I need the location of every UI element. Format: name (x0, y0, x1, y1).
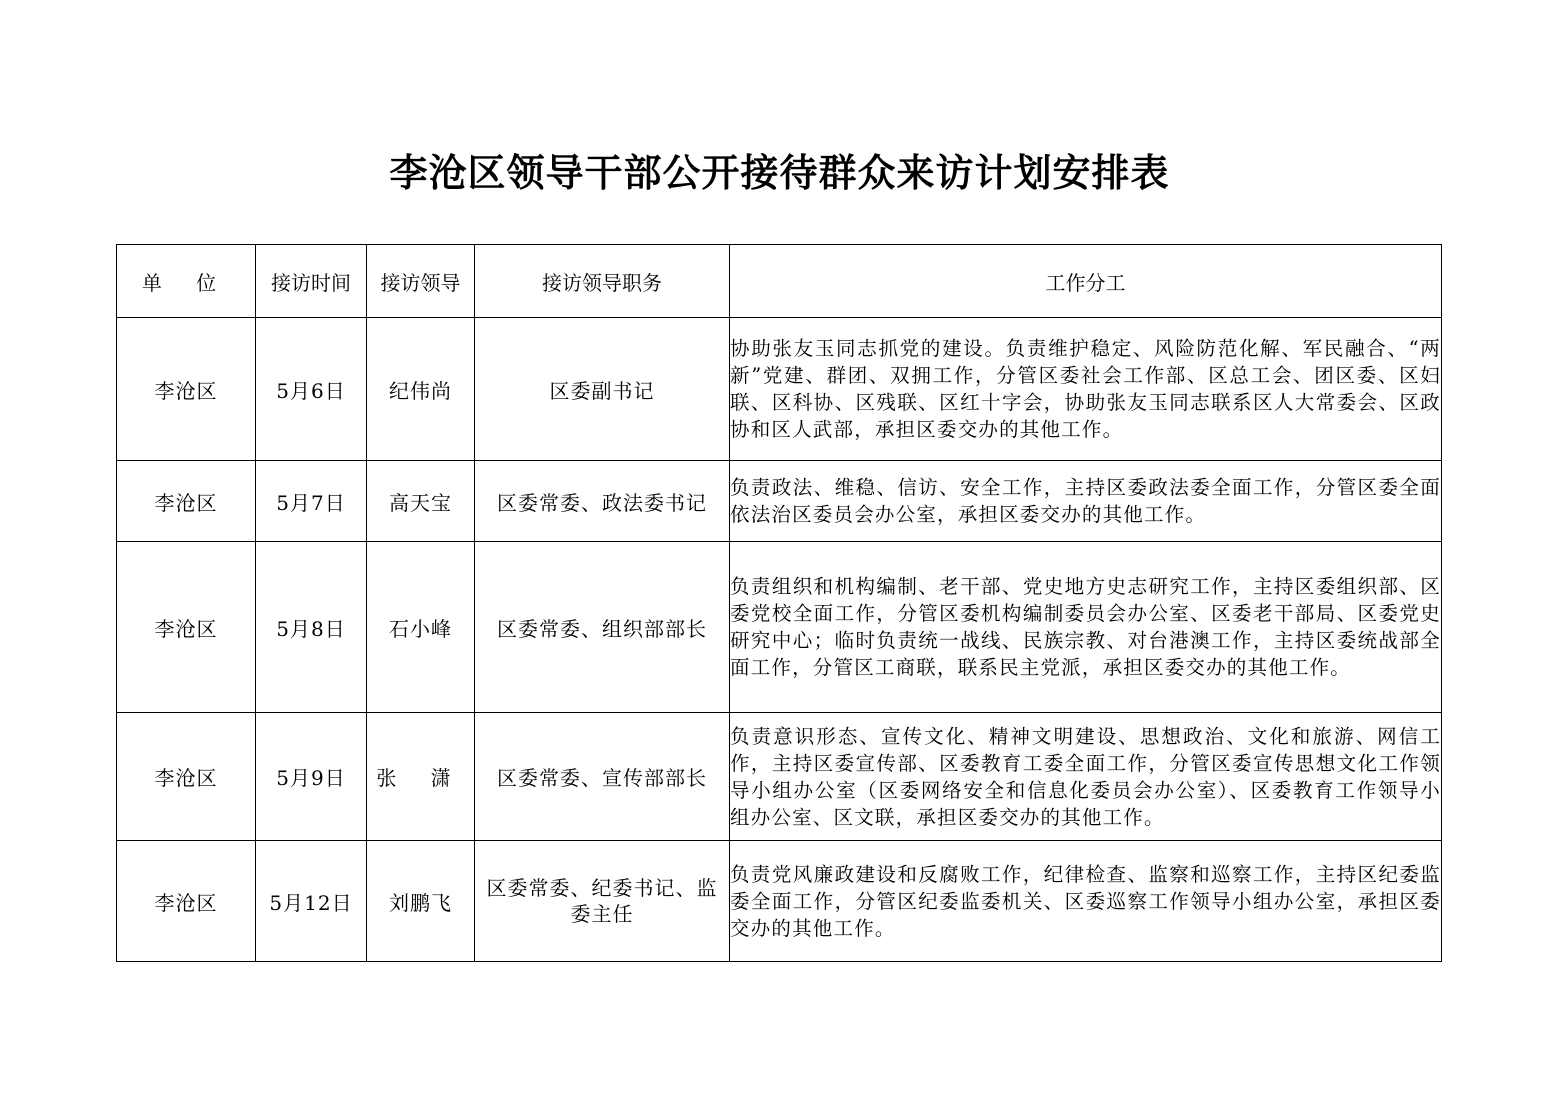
document-title: 李沧区领导干部公开接待群众来访计划安排表 (389, 150, 1170, 195)
table-row (117, 841, 1442, 962)
header-date: 接访时间 (256, 245, 367, 318)
table-row (117, 318, 1442, 461)
cell-duties: 负责党风廉政建设和反腐败工作，纪律检查、监察和巡察工作，主持区纪委监委全面工作，分管区纪委监委机关、区委巡察工作领导小组办公室，承担区委交办的其他工作。 (730, 841, 1442, 962)
cell-unit: 李沧区 (117, 318, 256, 461)
cell-leader: 高天宝 (367, 461, 475, 542)
cell-leader: 纪伟尚 (367, 318, 475, 461)
cell-leader: 刘鹏飞 (367, 841, 475, 962)
table-row (117, 713, 1442, 841)
cell-duties: 负责意识形态、宣传文化、精神文明建设、思想政治、文化和旅游、网信工作，主持区委宣传部、区委教育工委全面工作，分管区委宣传思想文化工作领导小组办公室（区委网络安全和信息化委员会办公室）、区委教育工作领导小组办公室、区文联，承担区委交办的其他工作。 (730, 713, 1442, 841)
cell-date: 5月9日 (256, 713, 367, 841)
table-row (117, 461, 1442, 542)
header-unit: 单 位 (117, 245, 256, 318)
table-row (117, 542, 1442, 713)
cell-position: 区委常委、组织部部长 (475, 542, 730, 713)
cell-unit: 李沧区 (117, 461, 256, 542)
cell-position: 区委常委、纪委书记、监委主任 (475, 841, 730, 962)
cell-duties: 协助张友玉同志抓党的建设。负责维护稳定、风险防范化解、军民融合、“两新”党建、群团、双拥工作，分管区委社会工作部、区总工会、团区委、区妇联、区科协、区残联、区红十字会，协助张友玉同志联系区人大常委会、区政协和区人武部，承担区委交办的其他工作。 (730, 318, 1442, 461)
cell-position: 区委常委、政法委书记 (475, 461, 730, 542)
header-position: 接访领导职务 (475, 245, 730, 318)
cell-date: 5月7日 (256, 461, 367, 542)
cell-duties: 负责政法、维稳、信访、安全工作，主持区委政法委全面工作，分管区委全面依法治区委员会办公室，承担区委交办的其他工作。 (730, 461, 1442, 542)
cell-duties: 负责组织和机构编制、老干部、党史地方史志研究工作，主持区委组织部、区委党校全面工作，分管区委机构编制委员会办公室、区委老干部局、区委党史研究中心；临时负责统一战线、民族宗教、对台港澳工作，主持区委统战部全面工作，分管区工商联，联系民主党派，承担区委交办的其他工作。 (730, 542, 1442, 713)
cell-unit: 李沧区 (117, 841, 256, 962)
cell-date: 5月8日 (256, 542, 367, 713)
reception-schedule-table (116, 244, 1442, 962)
cell-date: 5月12日 (256, 841, 367, 962)
cell-unit: 李沧区 (117, 713, 256, 841)
cell-leader: 石小峰 (367, 542, 475, 713)
cell-leader: 张 潇 (367, 713, 475, 841)
cell-position: 区委常委、宣传部部长 (475, 713, 730, 841)
cell-unit: 李沧区 (117, 542, 256, 713)
table-header-row (117, 245, 1442, 318)
header-leader: 接访领导 (367, 245, 475, 318)
header-duties: 工作分工 (730, 245, 1442, 318)
cell-position: 区委副书记 (475, 318, 730, 461)
cell-date: 5月6日 (256, 318, 367, 461)
